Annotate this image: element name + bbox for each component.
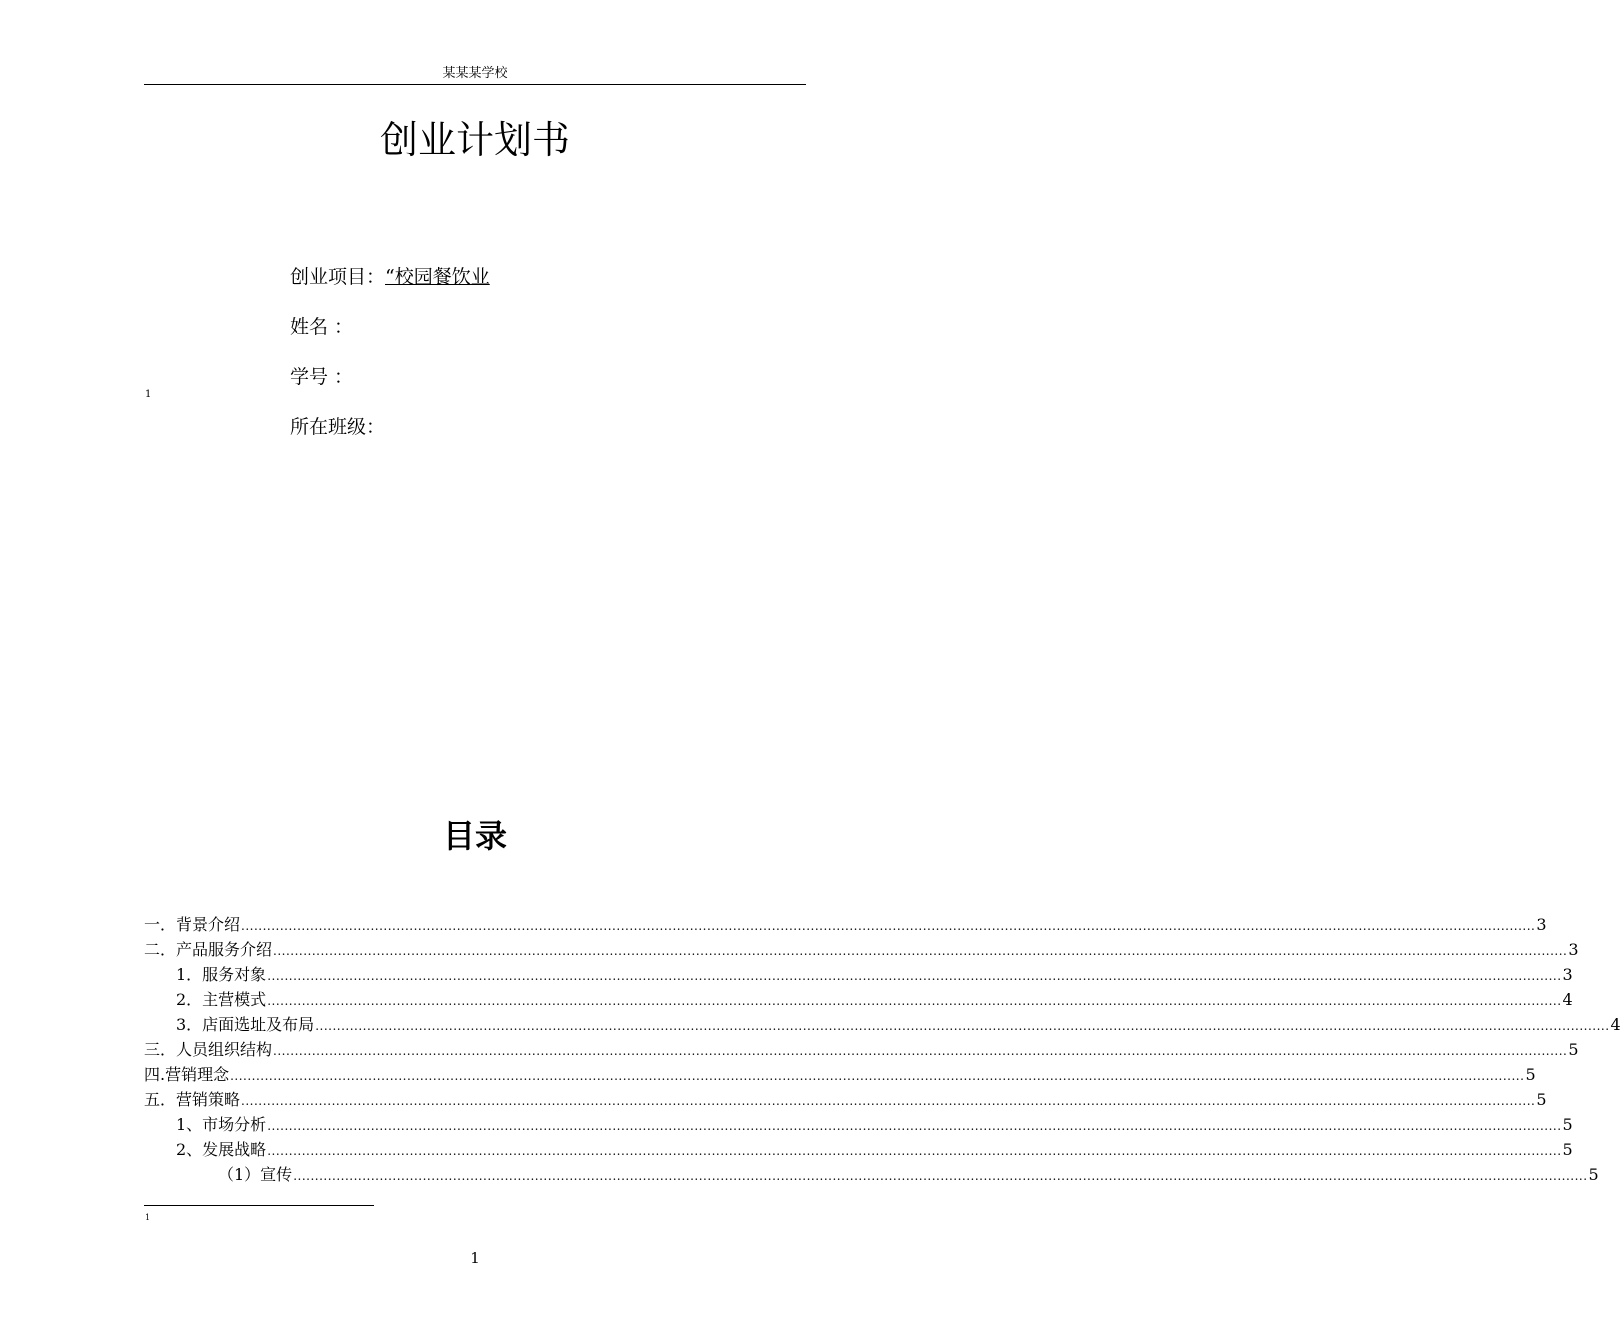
toc-entry[interactable] <box>144 1012 1621 1037</box>
margin-footnote-ref: 1 <box>145 389 152 400</box>
toc-entry-page: 5 <box>1568 1040 1579 1059</box>
toc-entry-page: 4 <box>1610 1015 1621 1034</box>
field-project <box>290 264 490 290</box>
toc-dot-leader: ............................................................................................................................................................................................................................................................................................................ <box>267 1144 1562 1158</box>
toc-title: 目录 <box>442 817 507 855</box>
toc-entry-label: 3．店面选址及布局 <box>176 1015 315 1034</box>
field-class <box>290 414 385 440</box>
footnote-mark: 1 <box>145 1213 151 1222</box>
toc-entry-page: 5 <box>1562 1115 1573 1134</box>
toc-entry-page: 4 <box>1562 990 1573 1009</box>
toc-entry[interactable] <box>144 1137 1573 1162</box>
page-number: 1 <box>470 1249 480 1267</box>
footnote-rule <box>144 1205 374 1206</box>
toc-entry-label: 四.营销理念 <box>144 1065 230 1084</box>
toc-entry-label: 三．人员组织结构 <box>144 1040 273 1059</box>
header-rule <box>144 84 806 85</box>
toc-entry[interactable] <box>144 962 1573 987</box>
toc-entry[interactable] <box>144 1162 1599 1187</box>
field-project-label: 创业项目： <box>290 266 386 288</box>
field-student-id-label: 学号 ： <box>290 366 354 388</box>
toc-entry-label: 2．主营模式 <box>176 990 267 1009</box>
toc-entry-page: 5 <box>1588 1165 1599 1184</box>
toc-entry-label: 2、发展战略 <box>176 1140 267 1159</box>
field-project-value: “校园餐饮业 <box>385 266 490 288</box>
toc-entry[interactable] <box>144 912 1547 937</box>
field-student-id <box>290 364 353 390</box>
toc-dot-leader: ............................................................................................................................................................................................................................................................................................................ <box>241 1094 1536 1108</box>
toc-entry[interactable] <box>144 1087 1547 1112</box>
toc-entry[interactable] <box>144 1112 1573 1137</box>
toc-entry-label: 1、市场分析 <box>176 1115 267 1134</box>
toc-entry-page: 5 <box>1562 1140 1573 1159</box>
field-class-label: 所在班级： <box>290 416 386 438</box>
field-name-label: 姓名 ： <box>290 316 354 338</box>
toc-dot-leader: ............................................................................................................................................................................................................................................................................................................ <box>267 994 1562 1008</box>
toc-dot-leader: ............................................................................................................................................................................................................................................................................................................ <box>267 1119 1562 1133</box>
toc-entry-label: （1）宣传 <box>218 1165 293 1184</box>
toc-dot-leader: ............................................................................................................................................................................................................................................................................................................ <box>273 1044 1568 1058</box>
toc-dot-leader: ............................................................................................................................................................................................................................................................................................................ <box>273 944 1568 958</box>
document-title: 创业计划书 <box>379 118 570 162</box>
field-name <box>290 314 353 340</box>
table-of-contents <box>144 912 1621 1187</box>
toc-dot-leader: ............................................................................................................................................................................................................................................................................................................ <box>315 1019 1610 1033</box>
toc-dot-leader: ............................................................................................................................................................................................................................................................................................................ <box>241 919 1536 933</box>
toc-entry[interactable] <box>144 937 1579 962</box>
toc-entry-page: 5 <box>1536 1090 1547 1109</box>
toc-entry-label: 一．背景介绍 <box>144 915 241 934</box>
page-header: 某某某学校 <box>442 66 508 81</box>
toc-entry-page: 5 <box>1525 1065 1536 1084</box>
toc-entry-page: 3 <box>1562 965 1573 984</box>
toc-entry[interactable] <box>144 1062 1536 1087</box>
toc-entry[interactable] <box>144 987 1573 1012</box>
toc-entry-label: 五．营销策略 <box>144 1090 241 1109</box>
toc-dot-leader: ............................................................................................................................................................................................................................................................................................................ <box>267 969 1562 983</box>
toc-entry[interactable] <box>144 1037 1579 1062</box>
toc-entry-page: 3 <box>1568 940 1579 959</box>
toc-dot-leader: ............................................................................................................................................................................................................................................................................................................ <box>293 1169 1588 1183</box>
toc-dot-leader: ............................................................................................................................................................................................................................................................................................................ <box>230 1069 1525 1083</box>
toc-entry-label: 1．服务对象 <box>176 965 267 984</box>
toc-entry-label: 二．产品服务介绍 <box>144 940 273 959</box>
toc-entry-page: 3 <box>1536 915 1547 934</box>
